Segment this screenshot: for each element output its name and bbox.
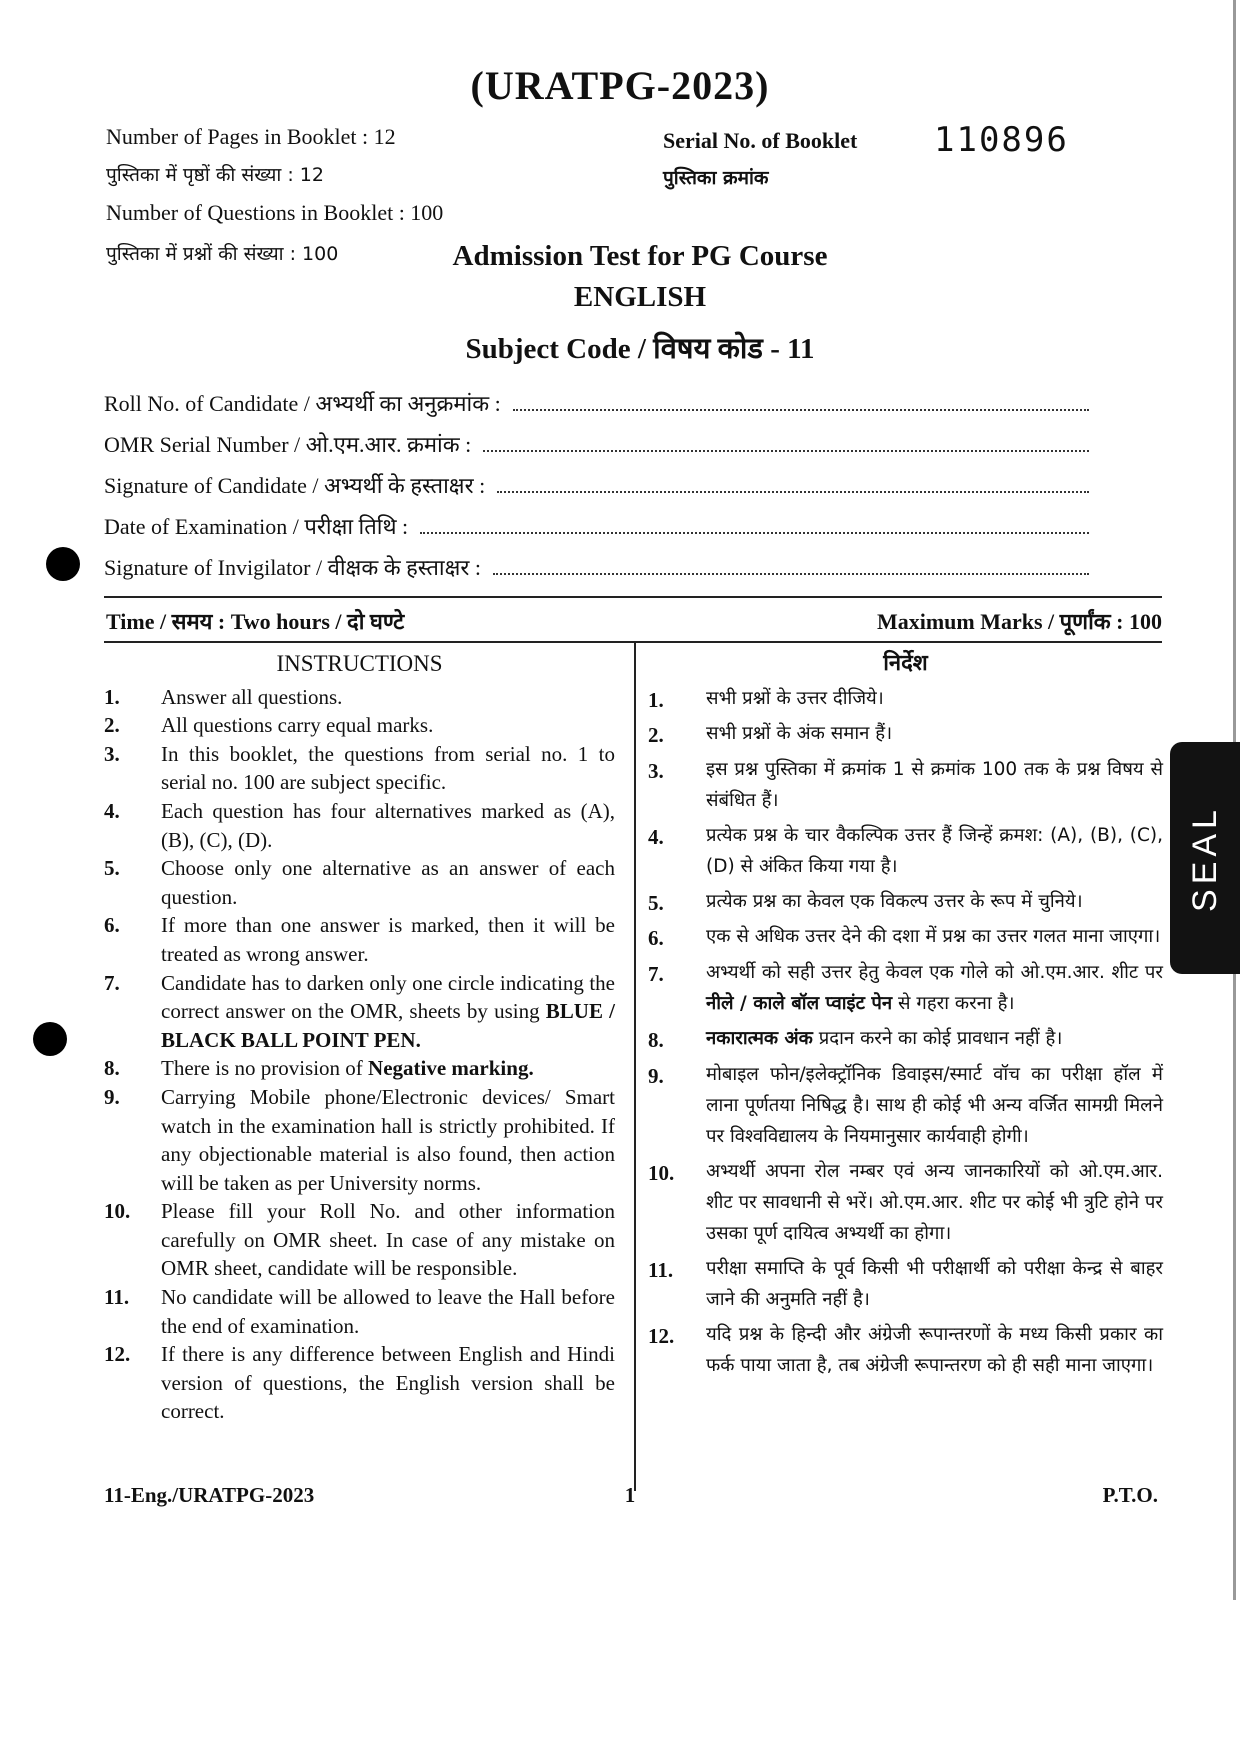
instruction-item: 10. अभ्यर्थी अपना रोल नम्बर एवं अन्य जानकारियों को ओ.एम.आर. शीट पर सावधानी से भरें। ओ.एम.आर. शीट पर कोई भी त्रुटि होने पर उसका पूर्ण दायित्व अभ्यर्थी का होगा। (648, 1160, 1163, 1244)
instruction-item: 11. No candidate will be allowed to leave the Hall before the end of examination. (104, 1285, 615, 1338)
instruction-item: 5. प्रत्येक प्रश्न का केवल एक विकल्प उत्तर के रूप में चुनिये। (648, 890, 1083, 915)
invigilator-signature-line[interactable] (493, 563, 1089, 575)
top-divider (104, 596, 1162, 598)
instruction-item: 11. परीक्षा समाप्ति के पूर्व किसी भी परीक्षार्थी को परीक्षा केन्द्र से बाहर जाने की अनुमति नहीं है। (648, 1257, 1163, 1310)
instructions-english (104, 650, 615, 1426)
roll-number-label: Roll No. of Candidate / अभ्यर्थी का अनुक्रमांक : (104, 391, 501, 416)
instruction-item: 1. सभी प्रश्नों के उत्तर दीजिये। (648, 687, 884, 712)
instruction-item: 6. If more than one answer is marked, then it will be treated as wrong answer. (104, 913, 615, 966)
instruction-item: 8. There is no provision of Negative marking. (104, 1056, 534, 1081)
instruction-item: 12. यदि प्रश्न के हिन्दी और अंग्रेजी रूपान्तरणों के मध्य किसी प्रकार का फर्क पाया जाता है, तब अंग्रेजी रूपान्तरण को ही सही माना जाएगा। (648, 1323, 1163, 1376)
exam-date-line[interactable] (420, 522, 1089, 534)
instruction-item: 1. Answer all questions. (104, 684, 343, 709)
pen-requirement: BLUE / BLACK BALL POINT PEN. (161, 999, 615, 1052)
instructions-heading-en: INSTRUCTIONS (276, 651, 443, 676)
invigilator-signature-label: Signature of Invigilator / वीक्षक के हस्ताक्षर : (104, 555, 481, 580)
serial-number: 110896 (934, 120, 1069, 160)
questions-count-en: Number of Questions in Booklet : 100 (106, 200, 444, 225)
column-divider (634, 641, 636, 1491)
instruction-item: 2. सभी प्रश्नों के अंक समान हैं। (648, 723, 893, 748)
instruction-item: 3. इस प्रश्न पुस्तिका में क्रमांक 1 से क्रमांक 100 तक के प्रश्न विषय से संबंधित हैं। (648, 758, 1163, 811)
instructions-hindi (648, 650, 1163, 1385)
seal-label: SEAL (1185, 804, 1224, 912)
instruction-item: 10. Please fill your Roll No. and other information carefully on OMR sheet. In case of any mistake on OMR sheet, candidate will be responsible. (104, 1199, 615, 1281)
pto-label: P.T.O. (1102, 1483, 1158, 1507)
instruction-item: 8. नकारात्मक अंक प्रदान करने का कोई प्रावधान नहीं है। (648, 1027, 1063, 1052)
pages-count-hi: पुस्तिका में पृष्ठों की संख्या : 12 (106, 164, 324, 186)
instruction-item: 3. In this booklet, the questions from serial no. 1 to serial no. 100 are subject specific. (104, 741, 615, 795)
punch-hole-mark (33, 1022, 67, 1056)
omr-serial-field[interactable] (104, 425, 1089, 459)
maximum-marks: Maximum Marks / पूर्णांक : 100 (876, 609, 1162, 634)
instruction-item: 4. प्रत्येक प्रश्न के चार वैकल्पिक उत्तर हैं जिन्हें क्रमश: (A), (B), (C), (D) से अंकित किया गया है। (648, 824, 1163, 877)
instruction-item: 9. मोबाइल फोन/इलेक्ट्रॉनिक डिवाइस/स्मार्ट वॉच का परीक्षा हॉल में लाना पूर्णतया निषिद्ध है। साथ ही कोई भी अन्य वर्जित सामग्री मिलने पर विश्वविद्यालय के नियमानुसार कार्यवाही होगी। (648, 1063, 1163, 1147)
serial-label-en: Serial No. of Booklet (663, 128, 858, 153)
instructions-heading-hi: निर्देश (883, 651, 928, 676)
exam-duration: Time / समय : Two hours / दो घण्टे (106, 609, 405, 634)
candidate-signature-label: Signature of Candidate / अभ्यर्थी के हस्ताक्षर : (104, 473, 486, 498)
exam-date-label: Date of Examination / परीक्षा तिथि : (104, 514, 409, 539)
candidate-signature-field[interactable] (104, 466, 1089, 500)
negative-marking-note: Negative marking. (368, 1056, 534, 1081)
pages-count-en: Number of Pages in Booklet : 12 (106, 124, 396, 149)
footer-code: 11-Eng./URATPG-2023 (104, 1483, 315, 1507)
instruction-item: 4. Each question has four alternatives marked as (A), (B), (C), (D). (104, 798, 615, 852)
roll-number-line[interactable] (513, 399, 1089, 411)
instructions-top-rule (104, 641, 1162, 643)
page-number: 1 (624, 1483, 636, 1507)
omr-serial-line[interactable] (483, 440, 1089, 452)
instruction-item: 5. Choose only one alternative as an answer of each question. (104, 856, 615, 909)
negative-marking-note-hi: नकारात्मक अंक (706, 1027, 813, 1049)
serial-label-hi: पुस्तिका क्रमांक (663, 167, 769, 189)
pen-requirement-hi: नीले / काले बॉल प्वाइंट पेन (706, 992, 893, 1014)
instruction-item: 7. अभ्यर्थी को सही उत्तर हेतु केवल एक गोले को ओ.एम.आर. शीट पर नीले / काले बॉल प्वाइंट पेन से गहरा करना है। (648, 961, 1163, 1014)
instruction-item: 9. Carrying Mobile phone/Electronic devices/ Smart watch in the examination hall is strictly prohibited. If any objectionable material is also found, then action will be taken as per University norms. (104, 1084, 615, 1195)
instruction-item: 12. If there is any difference between English and Hindi version of questions, the English version shall be correct. (104, 1342, 615, 1424)
subject-code: Subject Code / विषय कोड - 11 (465, 333, 815, 365)
punch-hole-mark (46, 547, 80, 581)
instruction-item: 7. Candidate has to darken only one circle indicating the correct answer on the OMR, sheets by using BLUE / BLACK BALL POINT PEN. (104, 970, 615, 1052)
invigilator-signature-field[interactable] (104, 548, 1089, 582)
roll-number-field[interactable] (104, 384, 1089, 418)
instruction-item: 2. All questions carry equal marks. (104, 713, 434, 738)
subject-title: ENGLISH (573, 281, 707, 313)
exam-date-field[interactable] (104, 507, 1089, 541)
candidate-signature-line[interactable] (497, 481, 1089, 493)
instruction-item: 6. एक से अधिक उत्तर देने की दशा में प्रश्न का उत्तर गलत माना जाएगा। (648, 926, 1161, 951)
omr-serial-label: OMR Serial Number / ओ.एम.आर. क्रमांक : (104, 432, 472, 457)
course-title: Admission Test for PG Course (452, 240, 828, 272)
exam-code: (URATPG-2023) (470, 63, 770, 108)
seal-tab (1170, 742, 1240, 974)
questions-count-hi: पुस्तिका में प्रश्नों की संख्या : 100 (106, 243, 339, 265)
